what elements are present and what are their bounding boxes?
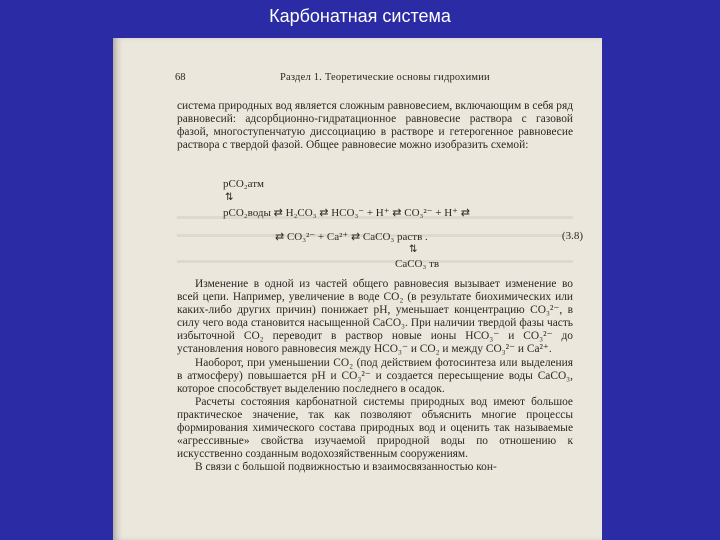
paragraph-1: системa природных вод является сложным равновесием, включающим в себя ряд равновесий: адсорбционно-гидратационное равновесие раствора с газовой фазой, многоступенчатую диссоциацию в растворе и гетерогенное равновесие раствора с твердой фазой. Общее равновесие можно изобразить схемой: (177, 100, 573, 152)
paragraphs-main (177, 278, 573, 474)
paragraph-5: В связи с большой подвижностью и взаимосвязанностью кон- (195, 461, 497, 474)
book-page-scan (113, 38, 602, 540)
bleed-through-line (177, 234, 573, 237)
page-number: 68 (175, 72, 186, 83)
scheme-line-4: CaCO₃ тв (395, 258, 440, 270)
paragraph-intro (177, 100, 573, 152)
paragraph-2: Изменение в одной из частей общего равновесия вызывает изменение во всей цепи. Например, увеличение в воде CO₂ (в результате биохимических или каких-либо других причин) понижает pH, уменьшает концентрацию CO₃²⁻, в силу чего вода становится насыщенной CaCO₃. При наличии твердой фазы часть избыточной CO₂ переводит в раствор новые ионы HCO₃⁻ и CO₃²⁻ до установления нового равновесия между HCO₃⁻ и CO₂ и между CO₃²⁻ и Ca²⁺. (177, 278, 573, 356)
paragraph-3: Наоборот, при уменьшении CO₂ (под действием фотосинтеза или выделения в атмосферу) повышается pH и CO₃²⁻ и создается пересыщение воды CaCO₃, которое способствует выделению последнего в осадок. (177, 356, 573, 395)
scheme-arrow-1: ⇅ (225, 192, 234, 203)
scheme-line-1: pCO₂атм (223, 178, 264, 190)
scheme-arrow-2: ⇅ (409, 244, 418, 255)
bleed-through-line (177, 260, 573, 263)
page-header (175, 72, 575, 86)
running-head: Раздел 1. Теоретические основы гидрохимии (280, 72, 490, 83)
scheme-line-3: ⇄ CO₃²⁻ + Ca²⁺ ⇄ CaCO₃ раств . (275, 231, 428, 243)
scheme-line-2: pCO₂воды ⇄ H₂CO₃ ⇄ HCO₃⁻ + H⁺ ⇄ CO₃²⁻ + H⁺ ⇄ (223, 207, 470, 219)
paragraph-4: Расчеты состояния карбонатной системы природных вод имеют большое практическое значение, так как позволяют объяснить многие процессы формирования химического состава природных вод и оценить так называемые «агрессивные» свойства изучаемой природной воды по отношению к искусственно созданным водохозяйственным сооружениям. (177, 395, 573, 461)
bleed-through-line (177, 216, 573, 219)
equation-number: (3.8) (561, 230, 583, 242)
slide-title: Карбонатная система (269, 6, 451, 26)
